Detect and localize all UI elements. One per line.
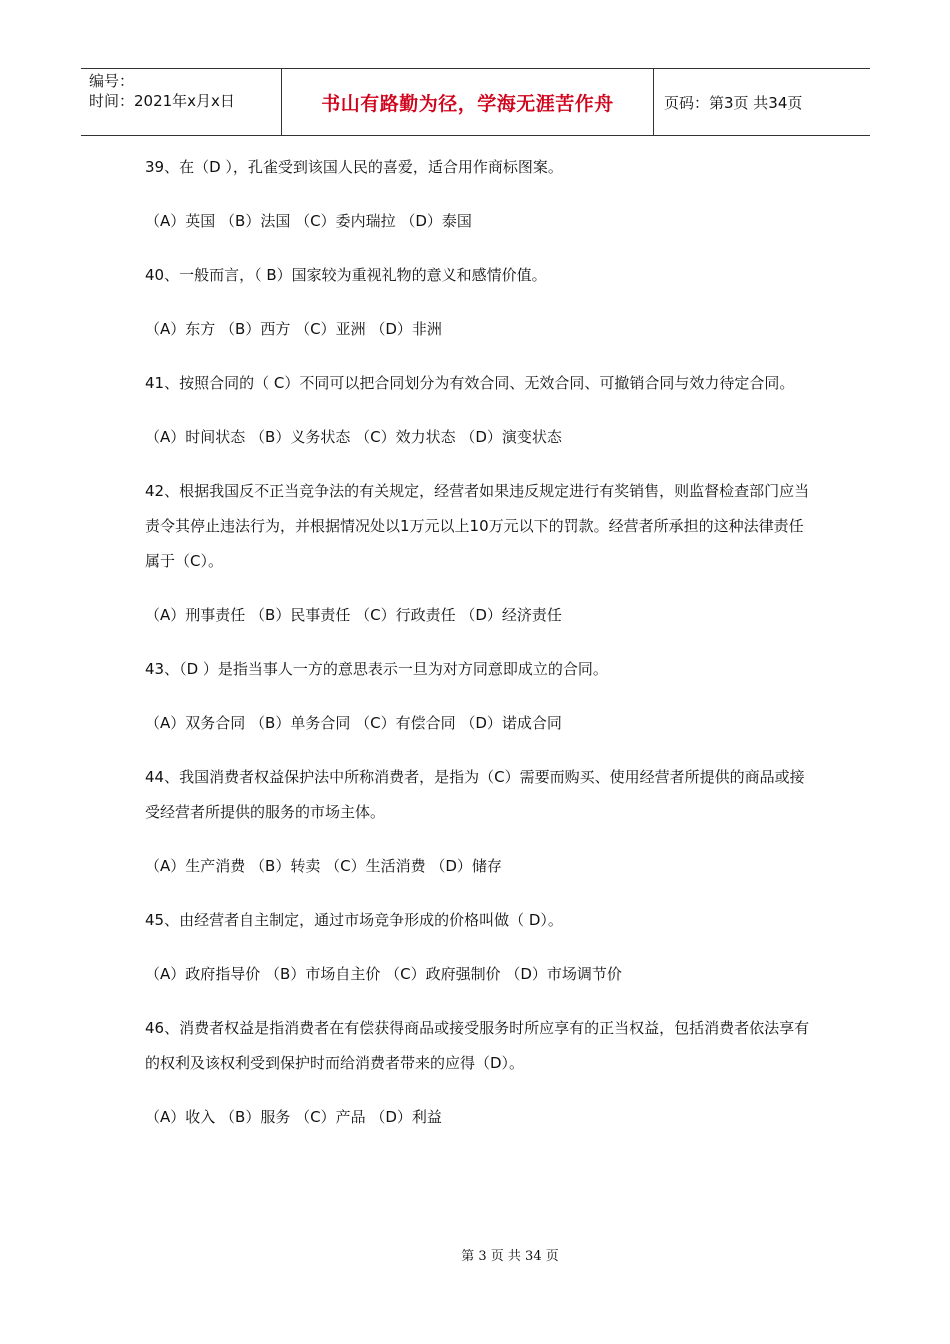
- question-text: 45、由经营者自主制定，通过市场竞争形成的价格叫做（ D）。: [145, 911, 563, 929]
- header-meta: [81, 69, 282, 135]
- question-text: 46、消费者权益是指消费者在有偿获得商品或接受服务时所应享有的正当权益，包括消费者依法享有的权利及该权利受到保护时而给消费者带来的应得（D）。: [145, 1019, 810, 1072]
- question-block: [145, 760, 815, 884]
- time-label: 时间：2021年x月x日: [89, 92, 235, 110]
- question-options: （A）政府指导价 （B）市场自主价 （C）政府强制价 （D）市场调节价: [145, 965, 622, 983]
- question-options: （A）东方 （B）西方 （C）亚洲 （D）非洲: [145, 320, 442, 338]
- question-block: [145, 258, 815, 347]
- question-block: [145, 903, 815, 992]
- question-text: 43、（D ）是指当事人一方的意思表示一旦为对方同意即成立的合同。: [145, 660, 608, 678]
- question-options: （A）收入 （B）服务 （C）产品 （D）利益: [145, 1108, 442, 1126]
- question-list: [145, 150, 815, 1154]
- page-header: [81, 68, 870, 136]
- question-options: （A）英国 （B）法国 （C）委内瑞拉 （D）泰国: [145, 212, 472, 230]
- question-text: 40、一般而言，（ B）国家较为重视礼物的意义和感情价值。: [145, 266, 547, 284]
- header-page-label: 页码：第3页 共34页: [664, 93, 803, 112]
- question-block: [145, 150, 815, 239]
- question-options: （A）时间状态 （B）义务状态 （C）效力状态 （D）演变状态: [145, 428, 562, 446]
- question-block: [145, 1011, 815, 1135]
- header-motto: 书山有路勤为径，学海无涯苦作舟: [282, 69, 654, 135]
- question-text: 42、根据我国反不正当竞争法的有关规定，经营者如果违反规定进行有奖销售，则监督检查部门应当责令其停止违法行为，并根据情况处以1万元以上10万元以下的罚款。经营者所承担的这种法律责任属于（C）。: [145, 482, 810, 570]
- question-options: （A）刑事责任 （B）民事责任 （C）行政责任 （D）经济责任: [145, 606, 562, 624]
- question-options: （A）双务合同 （B）单务合同 （C）有偿合同 （D）诺成合同: [145, 714, 562, 732]
- serial-label: 编号：: [89, 72, 135, 90]
- question-text: 41、按照合同的（ C）不同可以把合同划分为有效合同、无效合同、可撤销合同与效力待定合同。: [145, 374, 795, 392]
- question-block: [145, 366, 815, 455]
- page-footer: 第 3 页 共 34 页: [461, 1249, 559, 1264]
- question-text: 44、我国消费者权益保护法中所称消费者，是指为（C）需要而购买、使用经营者所提供的商品或接受经营者所提供的服务的市场主体。: [145, 768, 805, 821]
- question-text: 39、在（D ），孔雀受到该国人民的喜爱，适合用作商标图案。: [145, 158, 563, 176]
- question-block: [145, 474, 815, 633]
- question-block: [145, 652, 815, 741]
- question-options: （A）生产消费 （B）转卖 （C）生活消费 （D）储存: [145, 857, 502, 875]
